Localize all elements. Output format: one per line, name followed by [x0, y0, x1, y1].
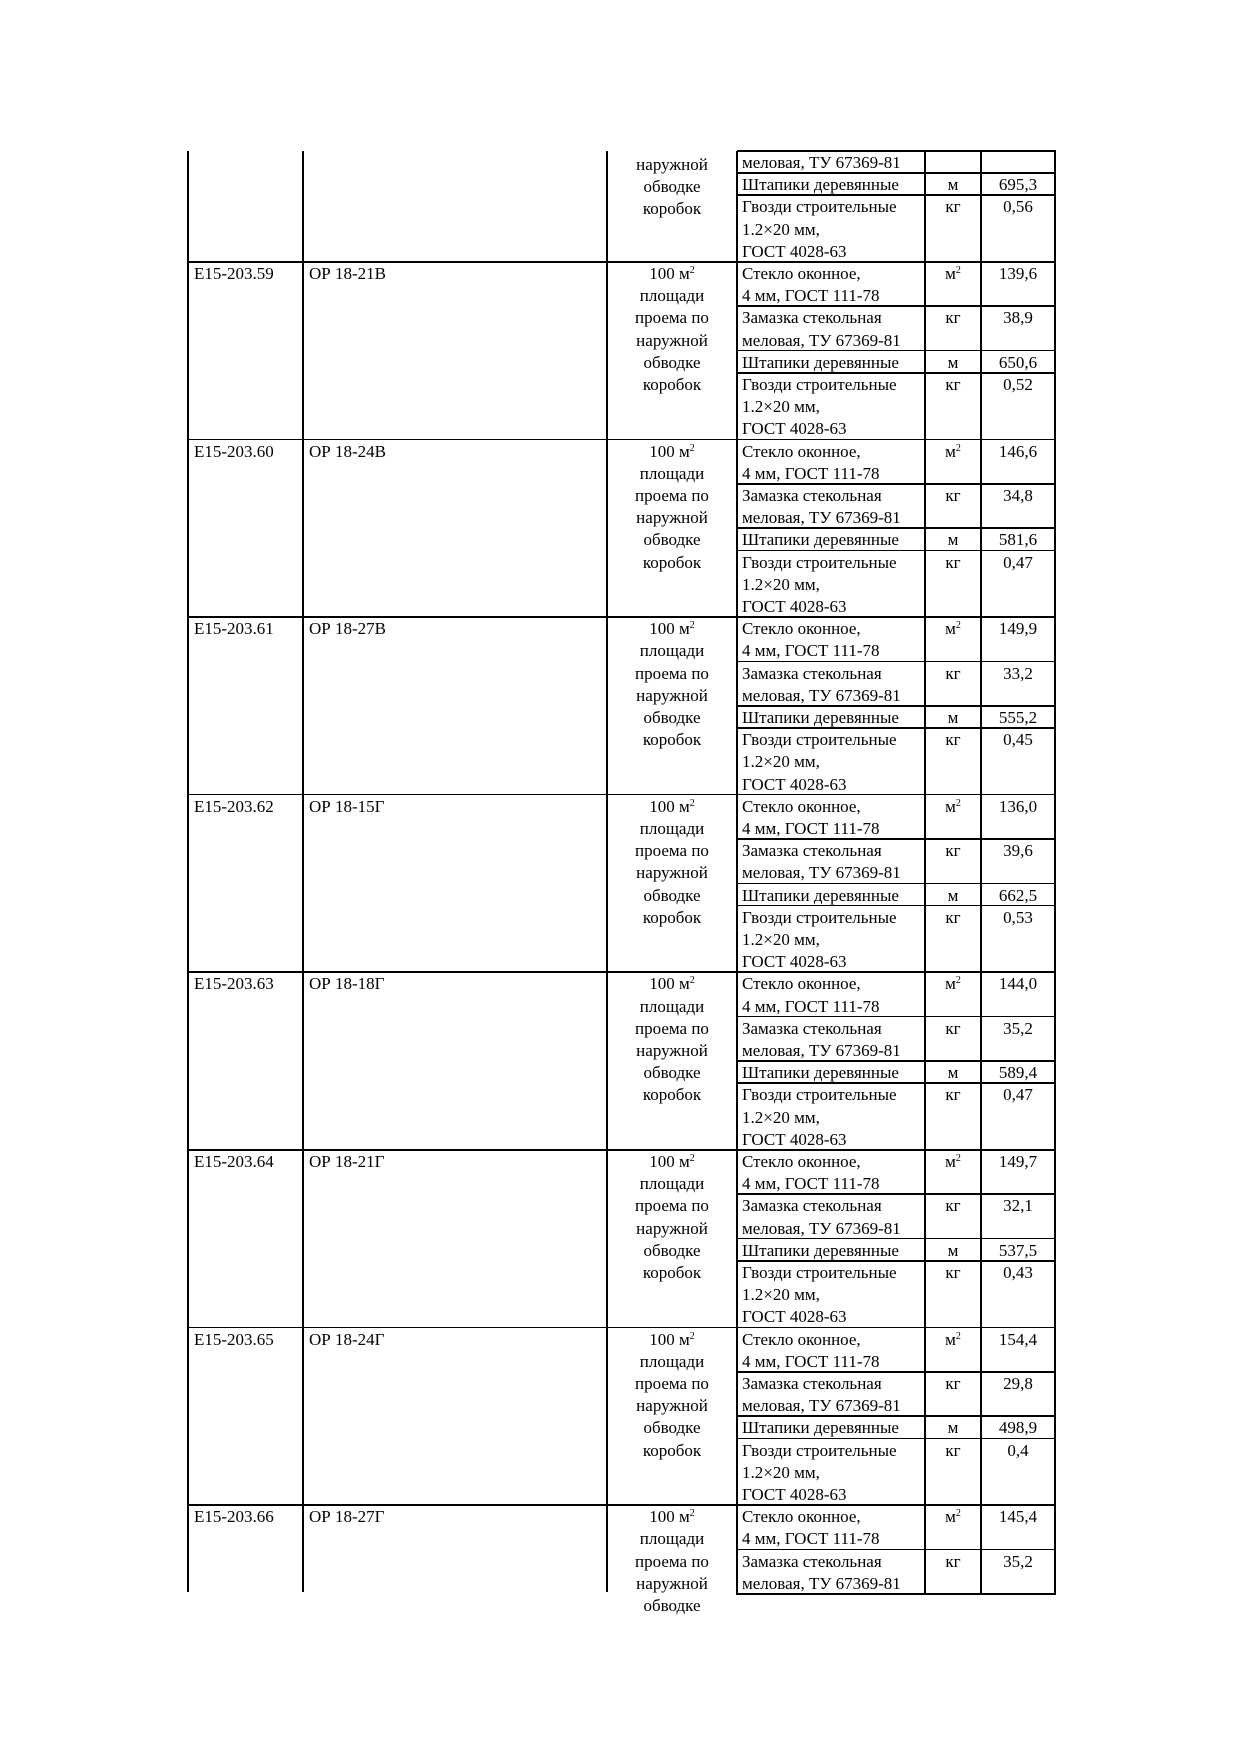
- quantity-value: 0,52: [1003, 375, 1033, 394]
- material-name: Стекло оконное,: [742, 974, 861, 994]
- quantity-value: 0,53: [1003, 907, 1033, 927]
- material-name: Штапики деревянные: [742, 530, 899, 550]
- entry-name: ОР 18-27Г: [309, 1507, 385, 1527]
- material-name: Гвозди строительные: [742, 730, 897, 750]
- measure-unit-text: м: [945, 1507, 956, 1527]
- material-name: Стекло оконное,: [742, 1507, 861, 1527]
- unit-text-line: проема по: [635, 841, 709, 861]
- measure-unit: м: [947, 885, 959, 905]
- unit-text-line: коробок: [642, 375, 702, 394]
- material-name: ГОСТ 4028-63: [742, 1129, 847, 1149]
- measure-unit-text: м: [945, 796, 956, 816]
- material-name: 1.2×20 мм,: [742, 752, 820, 772]
- unit-text-line: площади: [639, 286, 705, 306]
- quantity-value: 34,8: [1003, 486, 1033, 505]
- measure-unit: кг: [945, 1263, 961, 1282]
- material-name: Штапики деревянные: [742, 1418, 899, 1438]
- unit-measure-text: 100 м: [649, 1152, 690, 1171]
- unit-measure-text: 100 м: [649, 1507, 690, 1527]
- material-name: Штапики деревянные: [742, 708, 899, 727]
- measure-unit-superscript: 2: [955, 1508, 961, 1520]
- entry-code: Е15-203.65: [194, 1329, 274, 1349]
- unit-text-line: наружной: [636, 1218, 708, 1238]
- unit-text-line: коробок: [642, 1440, 702, 1460]
- material-name: меловая, ТУ 67369-81: [742, 1573, 901, 1593]
- unit-text-line: наружной: [636, 155, 708, 174]
- material-name: 1.2×20 мм,: [742, 397, 820, 417]
- quantity-value: 149,7: [998, 1152, 1038, 1171]
- measure-column-rule: [924, 151, 926, 1595]
- unit-text-line: коробок: [642, 199, 702, 219]
- material-name: меловая, ТУ 67369-81: [742, 1218, 901, 1238]
- quantity-value: 29,8: [1003, 1374, 1033, 1393]
- unit-measure-superscript: 2: [689, 442, 695, 454]
- material-name: Замазка стекольная: [742, 1196, 882, 1216]
- unit-text-line: коробок: [642, 730, 702, 750]
- measure-unit: м: [947, 1063, 959, 1083]
- material-name: меловая, ТУ 67369-81: [742, 330, 901, 350]
- measure-unit-superscript: 2: [955, 797, 961, 809]
- unit-text-line: коробок: [642, 907, 702, 927]
- material-name: Стекло оконное,: [742, 441, 861, 461]
- material-name: Штапики деревянные: [742, 175, 899, 195]
- quantity-value: 35,2: [1003, 1018, 1033, 1038]
- measure-unit-text: м: [945, 974, 956, 994]
- material-name: ГОСТ 4028-63: [742, 419, 847, 439]
- measure-unit: м: [947, 708, 959, 727]
- material-name: Гвозди строительные: [742, 907, 897, 927]
- measure-unit: [925, 618, 981, 640]
- material-name: ГОСТ 4028-63: [742, 1485, 847, 1504]
- material-name: Замазка стекольная: [742, 1018, 882, 1038]
- measure-unit: [925, 1151, 981, 1173]
- measure-unit-text: м: [945, 619, 956, 639]
- material-name: меловая, ТУ 67369-81: [742, 508, 901, 528]
- material-name: Гвозди строительные: [742, 375, 897, 394]
- unit-text-line: наружной: [636, 330, 708, 350]
- measure-unit: м: [947, 175, 959, 195]
- unit-measure-superscript: 2: [689, 797, 695, 809]
- measure-unit: кг: [945, 486, 961, 505]
- unit-measure-text: 100 м: [649, 1329, 690, 1349]
- measure-unit: [925, 796, 981, 818]
- measure-unit-text: м: [945, 1152, 956, 1171]
- unit-text-line: наружной: [636, 863, 708, 883]
- unit-text-line: площади: [639, 819, 705, 838]
- entry-code: Е15-203.66: [194, 1507, 274, 1527]
- measure-unit: м: [947, 352, 959, 372]
- material-name: 4 мм, ГОСТ 111-78: [742, 1351, 880, 1371]
- unit-measure: [607, 1329, 737, 1351]
- material-name: 4 мм, ГОСТ 111-78: [742, 463, 880, 483]
- material-name: меловая, ТУ 67369-81: [742, 1041, 901, 1060]
- material-name: 4 мм, ГОСТ 111-78: [742, 1174, 880, 1194]
- quantity-value: 0,56: [1003, 197, 1033, 217]
- measure-unit: [925, 1329, 981, 1351]
- measure-unit-superscript: 2: [955, 1330, 961, 1342]
- name-column-rule: [302, 151, 304, 1592]
- material-name: Стекло оконное,: [742, 796, 861, 816]
- material-name: Стекло оконное,: [742, 619, 861, 639]
- measure-unit: м: [947, 1240, 959, 1260]
- material-name: Гвозди строительные: [742, 1263, 897, 1282]
- material-name: Стекло оконное,: [742, 1329, 861, 1349]
- material-name: меловая, ТУ 67369-81: [742, 863, 901, 883]
- unit-text-line: площади: [639, 641, 705, 661]
- quantity-value: 650,6: [998, 352, 1038, 372]
- unit-text-line: обводке: [643, 177, 701, 197]
- unit-text-line: проема по: [635, 1018, 709, 1038]
- measure-unit-superscript: 2: [955, 265, 961, 276]
- unit-text-line: проема по: [635, 486, 709, 505]
- entry-name: ОР 18-24В: [309, 441, 386, 461]
- material-name: 4 мм, ГОСТ 111-78: [742, 1529, 880, 1549]
- material-name: Замазка стекольная: [742, 1551, 882, 1571]
- measure-unit: кг: [945, 308, 961, 328]
- measure-unit: кг: [945, 1551, 961, 1571]
- quantity-value: 32,1: [1003, 1196, 1033, 1216]
- unit-measure-superscript: 2: [689, 1153, 695, 1164]
- unit-text-line: наружной: [636, 1396, 708, 1416]
- unit-measure: [607, 1151, 737, 1173]
- quantity-value: 139,6: [998, 264, 1038, 283]
- unit-text-line: площади: [639, 1351, 705, 1371]
- material-name: Штапики деревянные: [742, 352, 899, 372]
- quantity-value: 662,5: [998, 885, 1038, 905]
- unit-text-line: коробок: [642, 1085, 702, 1105]
- entry-code: Е15-203.63: [194, 974, 274, 994]
- material-name: 4 мм, ГОСТ 111-78: [742, 996, 880, 1016]
- unit-measure: [607, 441, 737, 463]
- measure-unit: кг: [945, 1196, 961, 1216]
- quantity-value: 38,9: [1003, 308, 1033, 328]
- unit-text-line: обводке: [643, 708, 701, 727]
- unit-text-line: проема по: [635, 663, 709, 683]
- material-name: Замазка стекольная: [742, 308, 882, 328]
- unit-measure-text: 100 м: [649, 796, 690, 816]
- unit-text-line: обводке: [643, 885, 701, 905]
- entry-code: Е15-203.59: [194, 264, 274, 283]
- unit-text-line: наружной: [636, 1573, 708, 1593]
- material-name: Замазка стекольная: [742, 663, 882, 683]
- unit-measure: [607, 973, 737, 995]
- unit-text-line: обводке: [643, 1063, 701, 1083]
- material-name: Гвозди строительные: [742, 1440, 897, 1460]
- measure-unit: [925, 263, 981, 285]
- unit-text-line: проема по: [635, 1196, 709, 1216]
- unit-measure-superscript: 2: [689, 265, 695, 276]
- unit-measure-superscript: 2: [689, 975, 695, 987]
- measure-unit: кг: [945, 1440, 961, 1460]
- quantity-value: 154,4: [998, 1329, 1038, 1349]
- quantity-value: 39,6: [1003, 841, 1033, 861]
- measure-unit: кг: [945, 375, 961, 394]
- material-name: Штапики деревянные: [742, 1063, 899, 1083]
- measure-unit: кг: [945, 1085, 961, 1105]
- unit-measure: [607, 796, 737, 818]
- quantity-value: 498,9: [998, 1418, 1038, 1438]
- measure-unit: м: [947, 530, 959, 550]
- quantity-value: 149,9: [998, 619, 1038, 639]
- unit-measure-superscript: 2: [689, 1330, 695, 1342]
- material-name: ГОСТ 4028-63: [742, 1307, 847, 1327]
- material-name: 4 мм, ГОСТ 111-78: [742, 819, 880, 838]
- unit-text-line: коробок: [642, 1263, 702, 1282]
- unit-text-line: обводке: [643, 1240, 701, 1260]
- material-name: Стекло оконное,: [742, 1152, 861, 1171]
- unit-text-line: площади: [639, 996, 705, 1016]
- measure-unit: м: [947, 1418, 959, 1438]
- quantity-value: 136,0: [998, 796, 1038, 816]
- material-name: ГОСТ 4028-63: [742, 952, 847, 972]
- material-name: Замазка стекольная: [742, 841, 882, 861]
- table-right-rule: [1054, 151, 1056, 1595]
- quantity-value: 695,3: [998, 175, 1038, 195]
- measure-unit-superscript: 2: [955, 442, 961, 454]
- entry-name: ОР 18-21В: [309, 264, 386, 283]
- unit-measure: [607, 263, 737, 285]
- unit-text-line: наружной: [636, 1041, 708, 1060]
- unit-measure-text: 100 м: [649, 264, 690, 283]
- measure-unit-text: м: [945, 264, 956, 283]
- unit-measure-text: 100 м: [649, 441, 690, 461]
- quantity-value: 537,5: [998, 1240, 1038, 1260]
- entry-code: Е15-203.61: [194, 619, 274, 639]
- entry-name: ОР 18-21Г: [309, 1152, 385, 1171]
- unit-text-line: площади: [639, 1529, 705, 1549]
- material-name: 1.2×20 мм,: [742, 1462, 820, 1482]
- measure-unit-superscript: 2: [955, 975, 961, 987]
- material-name: 1.2×20 мм,: [742, 1285, 820, 1305]
- quantity-value: 35,2: [1003, 1551, 1033, 1571]
- material-name: Замазка стекольная: [742, 1374, 882, 1393]
- measure-unit: кг: [945, 841, 961, 861]
- measure-unit-text: м: [945, 441, 956, 461]
- quantity-value: 145,4: [998, 1507, 1038, 1527]
- entry-name: ОР 18-27В: [309, 619, 386, 639]
- measure-unit-superscript: 2: [955, 1153, 961, 1164]
- unit-text-line: площади: [639, 463, 705, 483]
- measure-unit: кг: [945, 663, 961, 683]
- entry-code: Е15-203.62: [194, 796, 274, 816]
- material-name: 1.2×20 мм,: [742, 219, 820, 239]
- unit-text-line: наружной: [636, 508, 708, 528]
- unit-text-line: площади: [639, 1174, 705, 1194]
- unit-text-line: обводке: [643, 1418, 701, 1438]
- quantity-value: 0,43: [1003, 1263, 1033, 1282]
- entry-name: ОР 18-24Г: [309, 1329, 385, 1349]
- material-name: 1.2×20 мм,: [742, 574, 820, 594]
- material-name: ГОСТ 4028-63: [742, 597, 847, 616]
- quantity-value: 555,2: [998, 708, 1038, 727]
- material-name: ГОСТ 4028-63: [742, 241, 847, 261]
- quantity-value: 0,47: [1003, 1085, 1033, 1105]
- unit-text-line: проема по: [635, 308, 709, 328]
- unit-text-line: обводке: [643, 530, 701, 550]
- measure-unit: кг: [945, 197, 961, 217]
- unit-text-line: коробок: [642, 552, 702, 572]
- measure-unit-superscript: 2: [955, 620, 961, 632]
- measure-unit: кг: [945, 552, 961, 572]
- unit-measure-text: 100 м: [649, 974, 690, 994]
- material-column-rule: [736, 151, 738, 1595]
- unit-measure: [607, 1506, 737, 1528]
- unit-measure-text: 100 м: [649, 619, 690, 639]
- material-name: меловая, ТУ 67369-81: [742, 1396, 901, 1416]
- material-name: Штапики деревянные: [742, 885, 899, 905]
- material-name: 4 мм, ГОСТ 111-78: [742, 286, 880, 306]
- material-row-rule: [737, 1593, 1056, 1595]
- quantity-value: 0,45: [1003, 730, 1033, 750]
- unit-text-line: обводке: [643, 1596, 701, 1615]
- quantity-value: 0,4: [1007, 1440, 1029, 1460]
- material-name: Замазка стекольная: [742, 486, 882, 505]
- unit-measure-superscript: 2: [689, 620, 695, 632]
- measure-unit: [925, 441, 981, 463]
- measure-unit: кг: [945, 907, 961, 927]
- quantity-value: 33,2: [1003, 663, 1033, 683]
- code-column-rule: [187, 151, 189, 1592]
- measure-unit: [925, 973, 981, 995]
- unit-measure: [607, 618, 737, 640]
- material-name: 1.2×20 мм,: [742, 930, 820, 949]
- material-name: Штапики деревянные: [742, 1240, 899, 1260]
- measure-unit: кг: [945, 1018, 961, 1038]
- quantity-value: 146,6: [998, 441, 1038, 461]
- measure-unit-text: м: [945, 1329, 956, 1349]
- unit-measure-superscript: 2: [689, 1508, 695, 1520]
- entry-name: ОР 18-15Г: [309, 796, 385, 816]
- quantity-value: 589,4: [998, 1063, 1038, 1083]
- material-name: 4 мм, ГОСТ 111-78: [742, 641, 880, 661]
- material-name: Гвозди строительные: [742, 1085, 897, 1105]
- entry-code: Е15-203.60: [194, 441, 274, 461]
- quantity-column-rule: [980, 151, 982, 1595]
- unit-text-line: наружной: [636, 685, 708, 705]
- material-name: Стекло оконное,: [742, 264, 861, 283]
- material-name: Гвозди строительные: [742, 197, 897, 217]
- quantity-value: 0,47: [1003, 552, 1033, 572]
- material-name: 1.2×20 мм,: [742, 1107, 820, 1127]
- material-name: меловая, ТУ 67369-81: [742, 153, 901, 172]
- material-name: меловая, ТУ 67369-81: [742, 685, 901, 705]
- measure-unit: [925, 1506, 981, 1528]
- unit-text-line: проема по: [635, 1374, 709, 1393]
- unit-text-line: обводке: [643, 352, 701, 372]
- material-name: Гвозди строительные: [742, 552, 897, 572]
- quantity-value: 581,6: [998, 530, 1038, 550]
- measure-unit: кг: [945, 730, 961, 750]
- material-name: ГОСТ 4028-63: [742, 774, 847, 794]
- entry-name: ОР 18-18Г: [309, 974, 385, 994]
- measure-unit: кг: [945, 1374, 961, 1393]
- unit-text-line: проема по: [635, 1551, 709, 1571]
- quantity-value: 144,0: [998, 974, 1038, 994]
- entry-code: Е15-203.64: [194, 1152, 274, 1171]
